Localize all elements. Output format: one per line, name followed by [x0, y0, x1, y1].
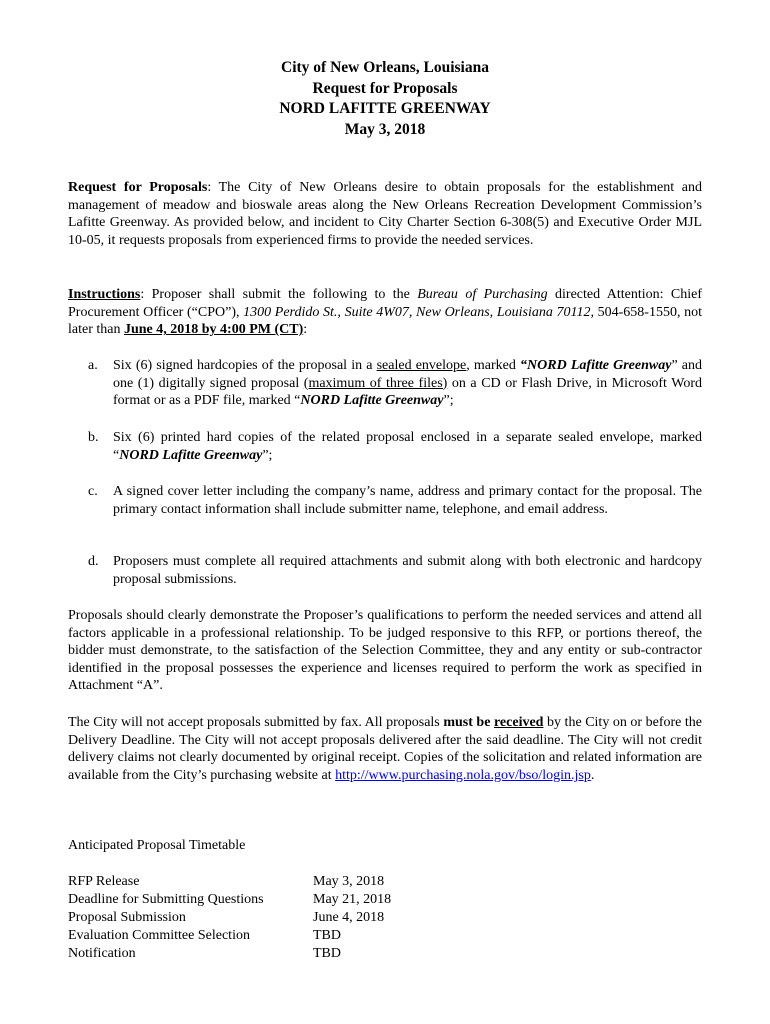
purchasing-website-link[interactable]: http://www.purchasing.nola.gov/bso/login.jsp [335, 767, 591, 783]
project-title: NORD LAFITTE GREENWAY [279, 100, 491, 117]
timetable-row [68, 910, 468, 928]
delivery-paragraph [68, 714, 702, 784]
timetable-label: RFP Release [68, 874, 140, 889]
list-item-body: Six (6) signed hardcopies of the proposal in a sealed envelope, marked “NORD Lafitte Greenway” and one (1) digitally signed proposal (maximum of three files) on a CD or Flash Drive, in Microsoft Word format or as a PDF file, marked “NORD Lafitte Greenway”; [113, 358, 703, 409]
item-text: ” and one (1) digitally signed proposal [113, 358, 703, 391]
list-item-body [113, 429, 702, 464]
intro-paragraph [68, 179, 702, 249]
list-marker: b. [88, 430, 99, 445]
bureau-name: Bureau of Purchasing [417, 287, 548, 302]
rfp-title: Request for Proposals [312, 79, 458, 97]
item-text: Six (6) signed hardcopies of the proposal in a [113, 358, 377, 373]
timetable-date: May 21, 2018 [313, 892, 392, 907]
timetable-label: Evaluation Committee Selection [68, 928, 250, 943]
instructions-paragraph [68, 286, 702, 339]
list-marker: c. [88, 484, 98, 499]
timetable-label: Notification [68, 946, 136, 961]
intro-label: Request for Proposals [68, 180, 208, 195]
delivery-text: The City will not accept proposals submitted by fax. All proposals [68, 715, 444, 730]
item-text-underlined: sealed envelope [376, 358, 467, 373]
delivery-emphasis-underlined: received [493, 715, 544, 730]
item-text-underlined: (maximum of three files) [303, 375, 448, 391]
intro-text: : The City of New Orleans desire to obtain proposals for the establishment and management of meadow and bioswale areas along the New Orleans Recreation Development Commission’s Lafitte Greenway. As provided below, and incident to City Charter Section 6-308(5) and Executive Order MJL 10-05, it requests proposals from experienced firms to provide the needed services. [68, 180, 702, 248]
item-text: Six (6) printed hard copies of the related proposal enclosed in a separate sealed envelope, marked “ [113, 430, 702, 463]
project-name-emphasis: NORD Lafitte Greenway [300, 393, 444, 409]
timetable-row [68, 946, 468, 964]
qualifications-paragraph: Proposals should clearly demonstrate the Proposer’s qualifications to perform the needed services and attend all factors applicable in a professional relationship. To be judged responsive to this RFP, or portions thereof, the bidder must demonstrate, to the satisfaction of the Selection Committee, they and any entity or sub-contractor identified in the proposal possesses the experience and licenses required to perform the work as specified in Attachment “A”. [68, 608, 702, 694]
timetable-date: May 3, 2018 [313, 874, 385, 889]
instructions-text: : [303, 322, 308, 338]
document-date: May 3, 2018 [344, 120, 426, 138]
delivery-text: . [590, 767, 595, 783]
submission-deadline: June 4, 2018 by 4:00 PM (CT) [123, 322, 304, 338]
list-item-d [88, 553, 702, 588]
instructions-text: directed Attention: Chief Procurement Officer (“CPO”), [68, 287, 702, 320]
timetable-title: Anticipated Proposal Timetable [68, 838, 246, 853]
list-marker: a. [88, 358, 98, 373]
delivery-emphasis: must be [443, 715, 494, 730]
instructions-text: : Proposer shall submit the following to the [140, 287, 418, 302]
delivery-text: by the City on or before the Delivery Deadline. The City will not accept proposals delivered after the said deadline. The City will not credit delivery claims not clearly documented by original receipt. Copies of the solicitation and related information are available from the City’s purchasing website at [68, 715, 703, 783]
timetable-label: Deadline for Submitting Questions [68, 892, 264, 907]
item-text: on a CD or Flash Drive, in Microsoft Word format or as a PDF file, marked “ [113, 375, 703, 409]
timetable-date: TBD [313, 946, 341, 961]
list-item-c [88, 483, 702, 518]
timetable-row [68, 928, 468, 946]
timetable-date: TBD [313, 928, 341, 943]
timetable-date: June 4, 2018 [313, 910, 385, 925]
list-marker: d. [88, 554, 99, 569]
item-text: ”; [262, 447, 273, 463]
instructions-label: Instructions [68, 287, 141, 302]
item-text: ”; [443, 393, 454, 409]
instructions-text: 504-658-1550, not later than [68, 304, 702, 338]
city-title: City of New Orleans, Louisiana [281, 59, 489, 76]
bureau-address: 1300 Perdido St., Suite 4W07, New Orleans, Louisiana 70112, [243, 304, 594, 320]
document-header [0, 58, 770, 140]
list-item-a [88, 357, 702, 410]
list-item-b [88, 429, 702, 464]
timetable-row [68, 874, 468, 892]
list-item-body: A signed cover letter including the company’s name, address and primary contact for the proposal. The primary contact information shall include submitter name, telephone, and email address. [113, 484, 702, 517]
list-item-body: Proposers must complete all required attachments and submit along with both electronic and hardcopy proposal submissions. [113, 554, 702, 587]
timetable-row [68, 892, 468, 910]
project-name-emphasis: NORD Lafitte Greenway [119, 447, 263, 463]
item-text: , marked [466, 358, 521, 373]
timetable-label: Proposal Submission [68, 910, 186, 925]
project-name-emphasis: NORD Lafitte Greenway [527, 358, 672, 373]
